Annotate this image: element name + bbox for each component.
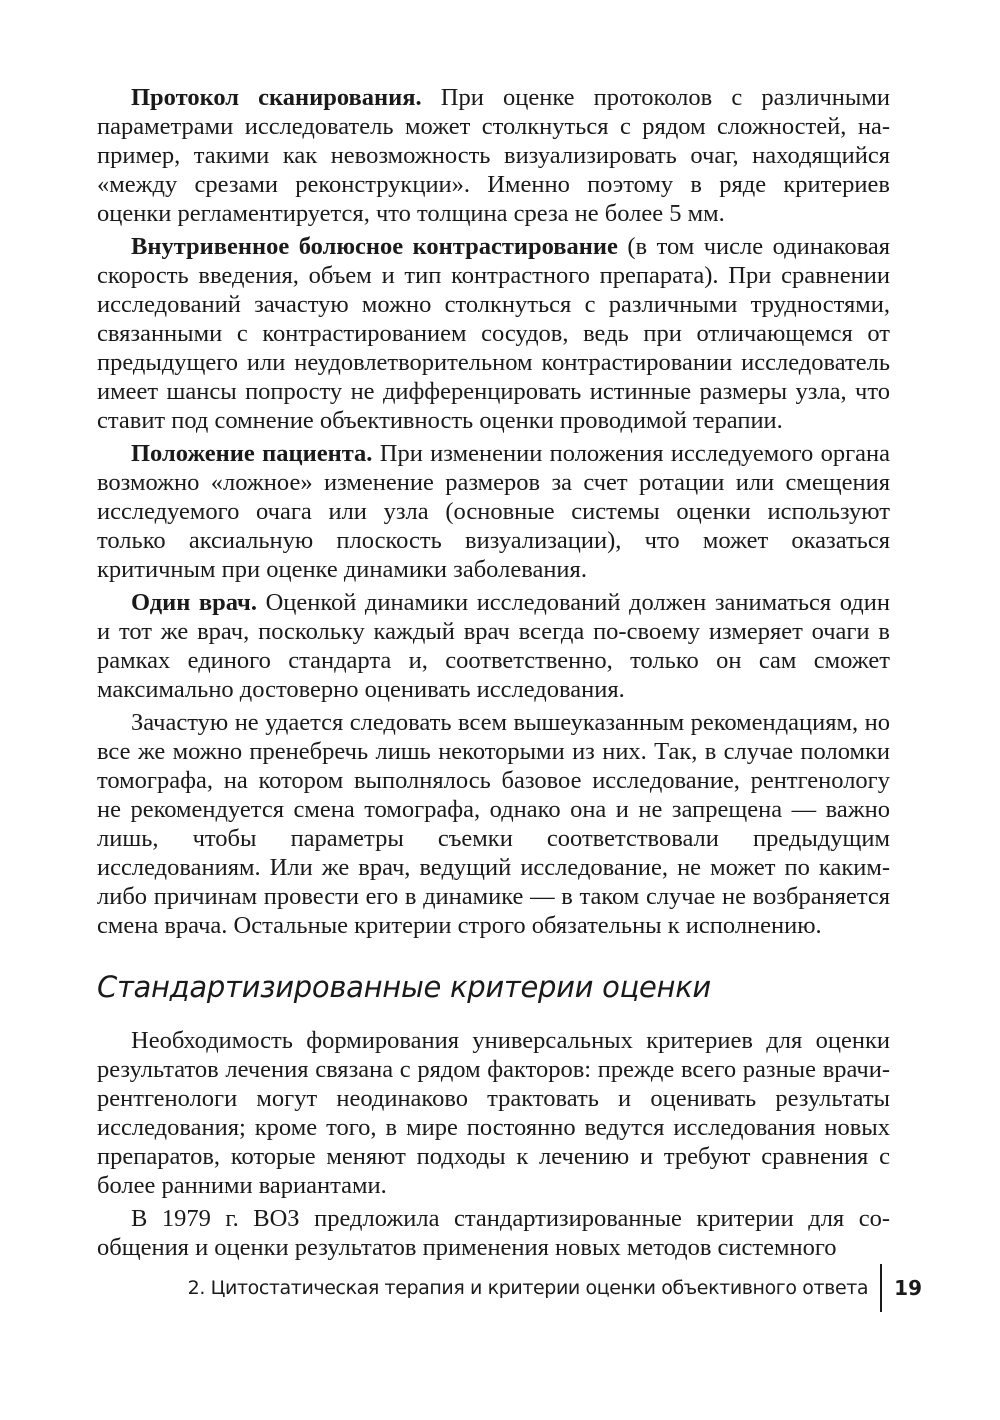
footer-chapter-title: 2. Цитостатическая терапия и критерии оценки объективного ответа	[187, 1277, 869, 1299]
paragraph-lead: Положение пациента.	[131, 440, 373, 467]
paragraph-text: Оценкой динамики исследований должен заниматься один и тот же врач, поскольку каждый врач всегда по-своему измеряет очаги в рамках единого стандарта и, соответственно, только он сам сможет максимально достоверно оценивать исследования.	[97, 589, 890, 703]
paragraph-text: Зачастую не удается следовать всем вышеуказанным рекомендациям, но все же можно пренебречь лишь некоторыми из них. Так, в случае поломки томографа, на котором выполнялось базовое исследование, рентгенологу не рекомендуется смена томографа, однако она и не запрещена — важно лишь, чтобы параметры съемки соответствовали предыдущим исследованиям. Или же врач, ведущий исследование, не может по каким-либо причинам провести его в динамике — в таком случае не возбраняется смена врача. Остальные критерии строго обязательны к исполнению.	[97, 709, 890, 939]
paragraph-lead: Один врач.	[131, 589, 257, 616]
running-footer	[188, 1264, 922, 1312]
paragraph-scan-protocol	[97, 83, 890, 228]
paragraph-criteria-need: Необходимость формирования универсальных критериев для оценки результатов лечения связана с рядом факторов: прежде всего разные врачи-рентгенологи могут неодинаково трактовать и оценивать результаты исследования; кроме того, в мире постоянно ведутся исследования новых препаратов, которые меняют подходы к лечению и требуют сравнения с более ранними вариантами.	[97, 1027, 890, 1199]
paragraph-lead: Внутривенное болюсное контрастирование	[131, 233, 618, 260]
paragraph-recommendations	[97, 708, 890, 940]
section-heading: Стандартизированные критерии оценки	[97, 970, 711, 1004]
paragraph-contrast	[97, 232, 890, 435]
paragraph-text: При изменении положения исследуемого органа возможно «ложное» изменение размеров за счет ротации или смещения исследуемого очага или узла (основные системы оценки используют только аксиальную плоскость визуализации), что может оказаться критичным при оценке динамики заболевания.	[97, 440, 890, 583]
paragraph-text: При оценке протоколов с различными параметрами исследователь может столкнуться с рядом сложностей, например, такими как невозможность визуализировать очаг, находящийся «между срезами реконструкции». Именно поэтому в ряде критериев оценки регламентируется, что толщина среза не более 5 мм.	[97, 84, 890, 227]
paragraph-who-1979: В 1979 г. ВОЗ предложила стандартизированные критерии для сообщения и оценки результатов применения новых методов системного	[97, 1205, 890, 1261]
paragraph-lead: Протокол сканирования.	[131, 84, 422, 111]
paragraph-one-doctor	[97, 588, 890, 704]
page-number: 19	[894, 1276, 922, 1300]
paragraph-patient-position	[97, 439, 890, 584]
paragraph-text: (в том числе одинаковая скорость введения, объем и тип контрастного препарата). При сравнении исследований зачастую можно столкнуться с различными трудностями, связанными с контрастированием сосудов, ведь при отличающемся от предыдущего или неудовлетворительном контрастировании исследователь имеет шансы попросту не дифференцировать истинные размеры узла, что ставит под сомнение объективность оценки проводимой терапии.	[97, 233, 890, 434]
page-body	[97, 83, 890, 1266]
